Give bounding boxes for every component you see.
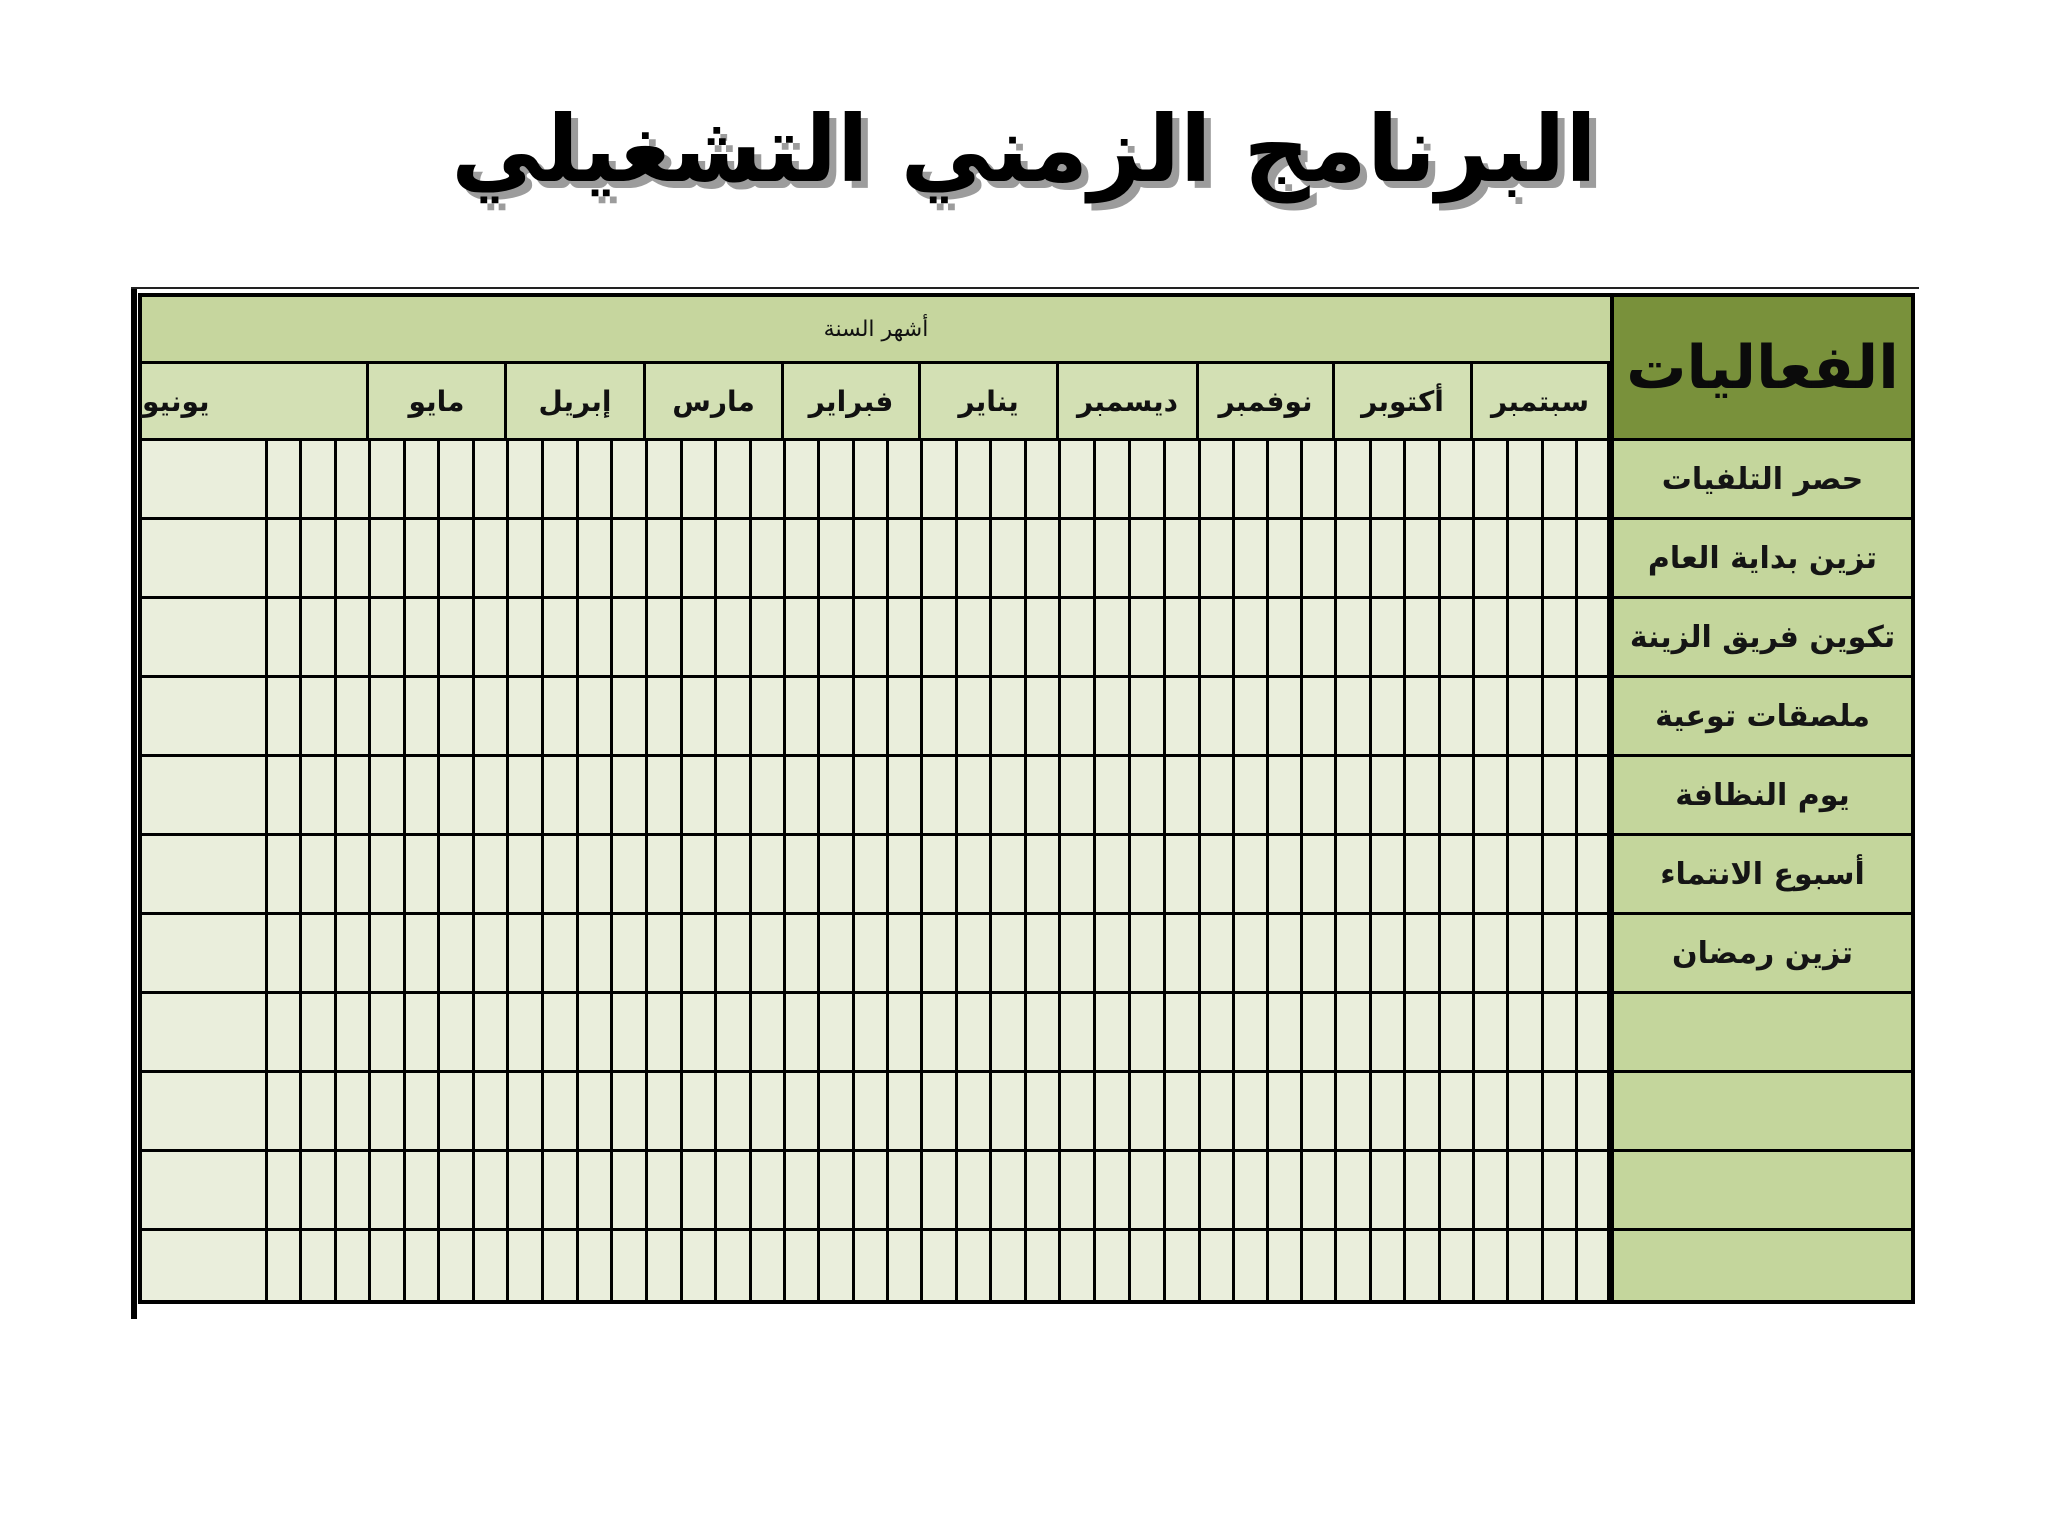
month-header-october: أكتوبر [1335,364,1473,441]
grid-row-line [142,1070,1610,1073]
grid-row-line [142,1149,1610,1152]
activity-row-2: تزين بداية العام [1610,520,1911,599]
grid-column-line [645,441,648,1300]
activity-row-4: ملصقات توعية [1610,678,1911,757]
grid-column-line [472,441,475,1300]
grid-row-line [142,675,1610,678]
activity-row-5: يوم النظافة [1610,757,1911,836]
grid-column-line [680,441,683,1300]
grid-column-line [1024,441,1027,1300]
page-title: البرنامج الزمني التشغيلي [451,96,1597,203]
grid-column-line [334,441,337,1300]
month-header-december: ديسمبر [1059,364,1199,441]
grid-column-line [1058,441,1061,1300]
grid-row-line [142,596,1610,599]
schedule-grid[interactable] [142,441,1610,1300]
grid-column-line [1128,441,1131,1300]
grid-column-line [1369,441,1372,1300]
activity-row-10[interactable] [1610,1152,1911,1231]
grid-column-line [749,441,752,1300]
frame-top-line [131,287,1919,289]
grid-column-line [1506,441,1509,1300]
grid-column-line [817,441,820,1300]
grid-right-border [1607,441,1610,1300]
grid-column-line [576,441,579,1300]
grid-column-line [541,441,544,1300]
grid-column-line [1232,441,1235,1300]
month-header-june: يونيو [142,364,369,441]
grid-column-line [955,441,958,1300]
month-header-february: فبراير [784,364,921,441]
activity-row-8[interactable] [1610,994,1911,1073]
grid-column-line [1198,441,1201,1300]
grid-column-line [1472,441,1475,1300]
month-header-april: إبريل [507,364,646,441]
month-header-september: سبتمبر [1473,364,1610,441]
grid-row-line [142,991,1610,994]
grid-column-line [265,441,268,1300]
month-header-january: يناير [921,364,1059,441]
grid-column-line [1300,441,1303,1300]
activity-row-9[interactable] [1610,1073,1911,1152]
months-title-header: أشهر السنة [142,297,1610,364]
grid-column-line [506,441,509,1300]
month-header-march: مارس [646,364,784,441]
grid-column-line [1266,441,1269,1300]
grid-column-line [610,441,613,1300]
grid-column-line [1438,441,1441,1300]
activity-row-1: حصر التلفيات [1610,441,1911,520]
grid-row-line [142,517,1610,520]
grid-row-line [142,754,1610,757]
grid-column-line [852,441,855,1300]
month-header-may: مايو [369,364,507,441]
grid-column-line [1093,441,1096,1300]
grid-column-line [1575,441,1578,1300]
grid-column-line [714,441,717,1300]
grid-column-line [437,441,440,1300]
schedule-table [138,293,1915,1304]
activities-header: الفعاليات [1610,297,1911,441]
month-header-november: نوفمبر [1199,364,1335,441]
grid-column-line [1541,441,1544,1300]
grid-column-line [1163,441,1166,1300]
activity-row-3: تكوين فريق الزينة [1610,599,1911,678]
grid-column-line [920,441,923,1300]
grid-column-line [368,441,371,1300]
grid-column-line [403,441,406,1300]
activity-row-7: تزين رمضان [1610,915,1911,994]
grid-column-line [783,441,786,1300]
activity-row-11[interactable] [1610,1231,1911,1300]
activity-row-6: أسبوع الانتماء [1610,836,1911,915]
grid-column-line [989,441,992,1300]
grid-column-line [1334,441,1337,1300]
grid-row-line [142,833,1610,836]
grid-column-line [299,441,302,1300]
grid-row-line [142,912,1610,915]
grid-column-line [1403,441,1406,1300]
grid-row-line [142,1228,1610,1231]
frame-left-bar [131,289,137,1319]
grid-column-line [886,441,889,1300]
